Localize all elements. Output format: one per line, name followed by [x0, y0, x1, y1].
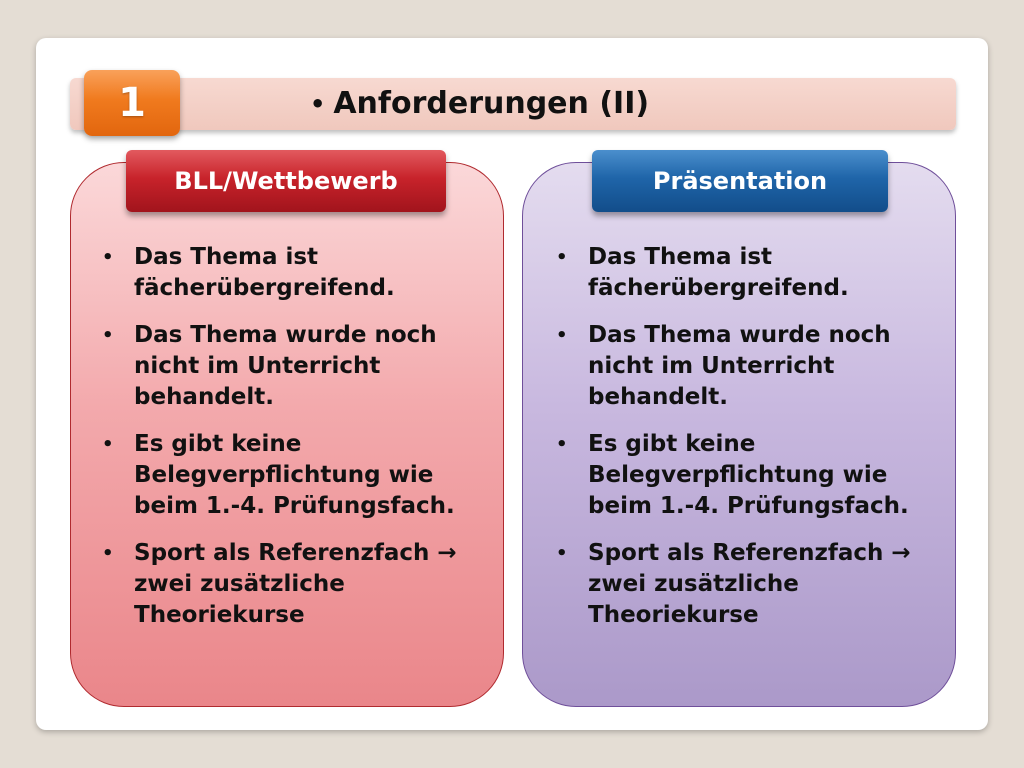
- slide-title: [310, 82, 649, 126]
- list-item: [552, 429, 948, 522]
- right-bullet-list: [552, 242, 948, 647]
- list-item-text: Es gibt keine Belegverpflichtung wie beim 1.-4. Prüfungsfach.: [134, 431, 455, 519]
- bullet-dot: •: [556, 434, 568, 455]
- bullet-dot: •: [102, 434, 114, 455]
- left-panel-header: BLL/Wettbewerb: [126, 150, 446, 212]
- list-item-text: Das Thema wurde noch nicht im Unterricht behandelt.: [134, 322, 437, 410]
- title-bullet: •: [310, 90, 326, 118]
- list-item-text: Es gibt keine Belegverpflichtung wie beim 1.-4. Prüfungsfach.: [588, 431, 909, 519]
- left-bullet-list: [98, 242, 494, 647]
- list-item-text: Das Thema ist fächerübergreifend.: [588, 244, 849, 301]
- bullet-dot: •: [102, 543, 114, 564]
- bullet-dot: •: [102, 247, 114, 268]
- list-item-text: Sport als Referenzfach → zwei zusätzliche Theoriekurse: [588, 540, 911, 628]
- bullet-dot: •: [556, 325, 568, 346]
- list-item: [552, 320, 948, 413]
- list-item: [98, 538, 494, 631]
- list-item: [98, 320, 494, 413]
- list-item-text: Das Thema ist fächerübergreifend.: [134, 244, 395, 301]
- slide-number-badge: 1: [84, 70, 180, 136]
- list-item-text: Sport als Referenzfach → zwei zusätzliche Theoriekurse: [134, 540, 457, 628]
- list-item: [552, 242, 948, 304]
- right-panel-header: Präsentation: [592, 150, 888, 212]
- slide-title-text: Anforderungen (II): [333, 86, 650, 121]
- bullet-dot: •: [556, 247, 568, 268]
- list-item: [98, 429, 494, 522]
- list-item: [552, 538, 948, 631]
- list-item: [98, 242, 494, 304]
- bullet-dot: •: [556, 543, 568, 564]
- bullet-dot: •: [102, 325, 114, 346]
- list-item-text: Das Thema wurde noch nicht im Unterricht behandelt.: [588, 322, 891, 410]
